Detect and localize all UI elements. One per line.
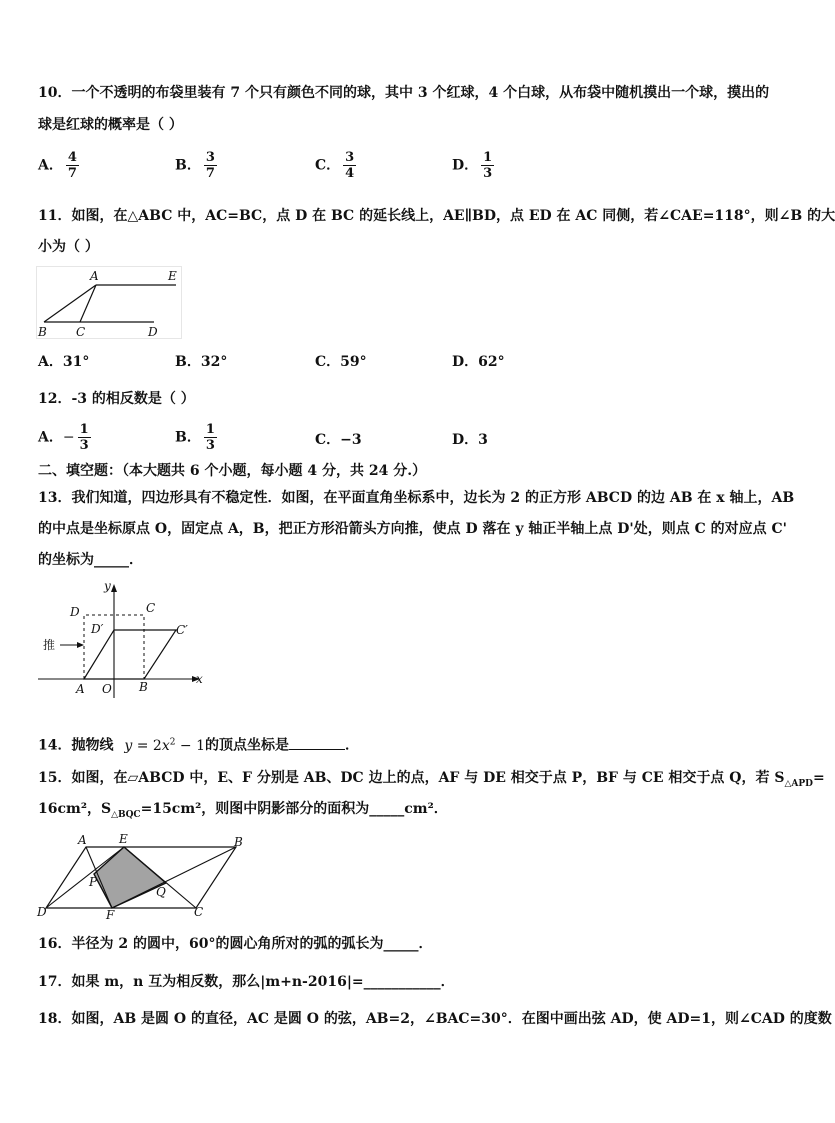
q14-end: ． bbox=[345, 737, 360, 754]
label-d: D bbox=[148, 325, 158, 339]
label-a: A bbox=[90, 269, 99, 283]
label-d-prime: D′ bbox=[91, 622, 104, 636]
label-c: C bbox=[76, 325, 86, 339]
q12-option-d: D．3 bbox=[452, 432, 488, 448]
q13-figure bbox=[36, 578, 208, 700]
q17-text: 17．如果 m，n 互为相反数，那么|m+n-2016|=___________． bbox=[38, 974, 455, 990]
option-letter: A． bbox=[38, 157, 63, 174]
q10-text-line1: 10．一个不透明的布袋里装有 7 个只有颜色不同的球，其中 3 个红球，4 个白球，从布袋中随机摸出一个球，摸出的 bbox=[38, 85, 770, 101]
label-b: B bbox=[38, 325, 47, 339]
q12-option-a bbox=[38, 422, 91, 453]
q15-text-line1: 15．如图，在▱ABCD 中，E、F 分别是 AB、DC 边上的点，AF 与 DE 相交于点 P，BF 与 CE 相交于点 Q，若 $S_{\triangle APD}=$ bbox=[38, 770, 825, 789]
option-letter: A． bbox=[38, 429, 63, 446]
pushed-parallelogram bbox=[84, 630, 176, 679]
label-push: 推 bbox=[43, 638, 56, 652]
fraction: $\frac{4}{7}$ bbox=[67, 150, 77, 181]
label-q: Q bbox=[156, 885, 166, 899]
q12-option-c: C．−3 bbox=[315, 432, 362, 448]
label-c: C bbox=[146, 601, 156, 615]
fraction: $\frac{1}{3}$ bbox=[79, 422, 89, 453]
label-c: C bbox=[194, 905, 204, 919]
q18-text: 18．如图，AB 是圆 O 的直径，AC 是圆 O 的弦，AB=2，∠BAC=30°．在图中画出弦 AD，使 AD=1，则∠CAD 的度数 bbox=[38, 1011, 832, 1027]
option-letter: C． bbox=[315, 157, 341, 174]
label-p: P bbox=[89, 875, 98, 889]
q11-option-c: C．59° bbox=[315, 354, 367, 370]
option-letter: B． bbox=[175, 157, 201, 174]
q11-option-b: B．32° bbox=[175, 354, 228, 370]
label-e: E bbox=[119, 832, 128, 846]
label-d: D bbox=[70, 605, 80, 619]
q10-option-b bbox=[175, 150, 217, 181]
label-d: D bbox=[37, 905, 47, 919]
q11-option-a: A．31° bbox=[38, 354, 90, 370]
label-a: A bbox=[76, 682, 85, 696]
fraction: $\frac{3}{4}$ bbox=[345, 150, 355, 181]
q13-text-line1: 13．我们知道，四边形具有不稳定性．如图，在平面直角坐标系中，边长为 2 的正方形 ABCD 的边 AB 在 x 轴上，AB bbox=[38, 490, 795, 506]
label-f: F bbox=[106, 908, 115, 922]
label-e: E bbox=[168, 269, 177, 283]
q10-text-line2: 球是红球的概率是（ ） bbox=[38, 117, 183, 133]
q12-option-b bbox=[175, 422, 217, 453]
q14-text bbox=[38, 733, 758, 755]
label-x: x bbox=[196, 672, 203, 686]
section-heading: 二、填空题：（本大题共 6 个小题，每小题 4 分，共 24 分.） bbox=[38, 463, 427, 479]
q14-suffix: 的顶点坐标是 bbox=[205, 737, 290, 754]
q13-text-line2: 的中点是坐标原点 O，固定点 A，B，把正方形沿箭头方向推，使点 D 落在 y 轴正半轴上点 D'处，则点 C 的对应点 C' bbox=[38, 521, 787, 537]
fraction: $\frac{1}{3}$ bbox=[483, 150, 493, 181]
q14-prefix: 14．抛物线 bbox=[38, 737, 114, 754]
label-c-prime: C′ bbox=[176, 623, 188, 637]
q11-option-d: D．62° bbox=[452, 354, 505, 370]
answer-blank bbox=[289, 737, 345, 750]
label-b: B bbox=[139, 680, 148, 694]
q15-figure bbox=[36, 830, 252, 922]
fraction: $\frac{3}{7}$ bbox=[205, 150, 215, 181]
label-o: O bbox=[102, 682, 112, 696]
q14-formula: $y = 2x^2 - 1$ bbox=[124, 737, 206, 754]
q16-text: 16．半径为 2 的圆中，60°的圆心角所对的弧的弧长为_____． bbox=[38, 936, 433, 952]
q11-text-line2: 小为（ ） bbox=[38, 239, 99, 255]
q10-option-a bbox=[38, 150, 79, 181]
minus-sign: − bbox=[62, 429, 75, 446]
label-a: A bbox=[78, 833, 87, 847]
q13-text-line3: 的坐标为_____． bbox=[38, 552, 143, 568]
q10-option-c bbox=[315, 150, 356, 181]
label-b: B bbox=[234, 835, 243, 849]
label-y: y bbox=[104, 579, 111, 593]
q15-text-line2: 16cm²，$S_{\triangle BQC}=15cm^2$，则图中阴影部分的面积为_____cm²． bbox=[38, 801, 448, 820]
option-letter: D． bbox=[452, 157, 479, 174]
y-axis-arrow-icon bbox=[111, 584, 117, 592]
q11-figure bbox=[36, 266, 184, 342]
q11-text-line1: 11．如图，在△ABC 中，AC=BC，点 D 在 BC 的延长线上，AE∥BD，点 ED 在 AC 同侧，若∠CAE=118°，则∠B 的大 bbox=[38, 208, 835, 224]
q10-option-d bbox=[452, 150, 494, 181]
q12-text: 12．-3 的相反数是（ ） bbox=[38, 391, 195, 407]
option-letter: B． bbox=[175, 429, 201, 446]
fraction: $\frac{1}{3}$ bbox=[205, 422, 215, 453]
push-arrow-icon bbox=[77, 642, 84, 648]
